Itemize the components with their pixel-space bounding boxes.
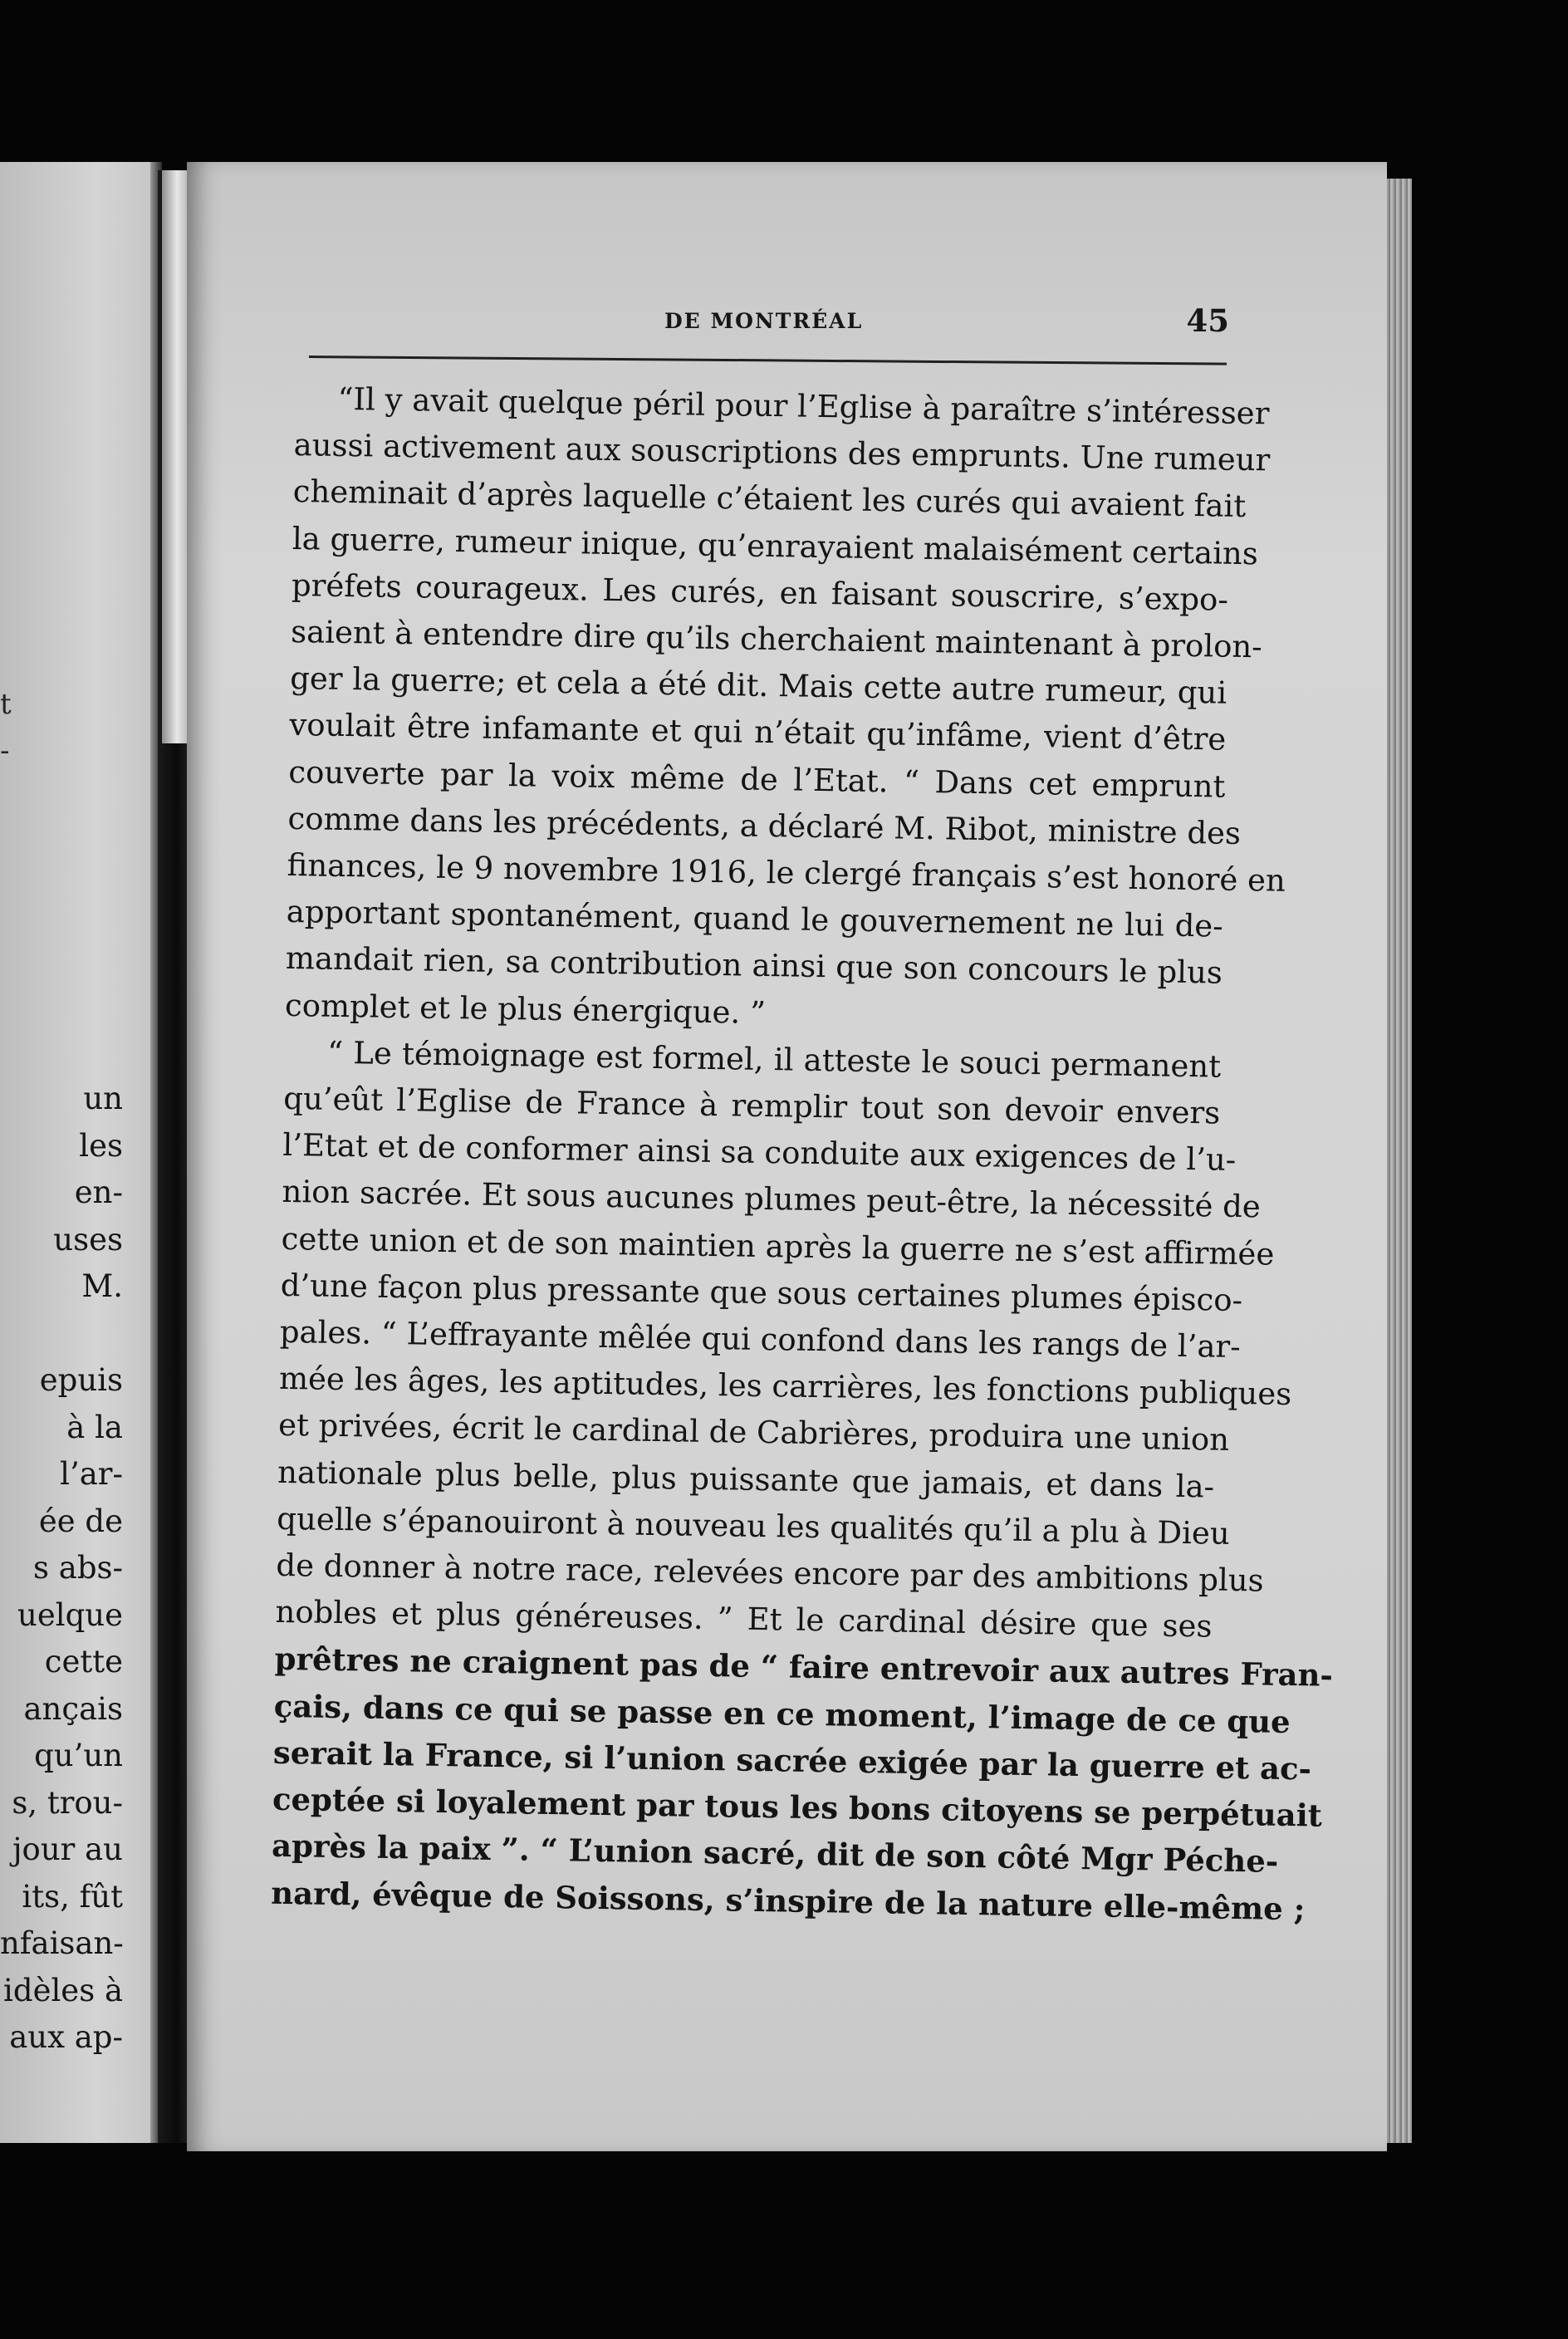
text-line: aussi activement aux souscriptions des emprunts. Une rumeur: [293, 427, 1271, 478]
text-line: pales. “ L’effrayante mêlée qui confond dans les rangs de l’ar-: [279, 1313, 1242, 1366]
text-line: quelle s’épanouiront à nouveau les qualités qu’il a plu à Dieu: [277, 1500, 1231, 1552]
text-line: qu’eût l’Eglise de France à remplir tout son devoir envers: [282, 1080, 1221, 1131]
left-fragment: idèles à: [3, 1972, 123, 2008]
text-line: mée les âges, les aptitudes, les carrières, les fonctions publiques: [278, 1361, 1292, 1413]
text-line: ceptée si loyalement par tous les bons citoyens se perpétuait: [272, 1780, 1323, 1834]
text-line: et privées, écrit le cardinal de Cabrières, produira une union: [277, 1407, 1230, 1459]
left-fragment: aux ap-: [9, 2019, 123, 2055]
previous-page-text: [0, 1076, 158, 2062]
text-line: d’une façon plus pressante que sous certaines plumes épisco-: [280, 1267, 1243, 1318]
spine-highlight: [162, 170, 187, 743]
left-fragment: ançais: [23, 1690, 123, 1727]
left-fragment: un: [83, 1081, 123, 1116]
left-fragment: jour au: [12, 1831, 123, 1867]
text-line: comme dans les précédents, a déclaré M. Ribot, ministre des: [287, 800, 1242, 851]
text-line: saient à entendre dire qu’ils cherchaient maintenant à prolon-: [290, 613, 1263, 665]
text-line: préfets courageux. Les curés, en faisant souscrire, s’expo-: [291, 566, 1229, 618]
left-fragment: s abs-: [33, 1550, 123, 1586]
page-number: 45: [1186, 302, 1229, 339]
text-line: ger la guerre; et cela a été dit. Mais cette autre rumeur, qui: [289, 660, 1227, 711]
text-line: après la paix ”. “ L’union sacré, dit de son côté Mgr Péche-: [271, 1827, 1279, 1881]
text-line: cheminait d’après laquelle c’étaient les curés qui avaient fait: [292, 473, 1247, 525]
text-line: “ Le témoignage est formel, il atteste le souci permanent: [326, 1034, 1222, 1085]
previous-page: [0, 162, 162, 2143]
left-fragment: s, trou-: [12, 1784, 123, 1821]
text-line: nobles et plus généreuses. ” Et le cardinal désire que ses: [275, 1594, 1213, 1645]
text-line: finances, le 9 novembre 1916, le clergé français s’est honoré en: [287, 846, 1286, 899]
text-line: “Il y avait quelque péril pour l’Eglise à paraître s’intéresser: [337, 380, 1270, 432]
text-line: voulait être infamante et qui n’était qu’infâme, vient d’être: [289, 707, 1227, 758]
text-line: la guerre, rumeur inique, qu’enrayaient malaisément certains: [292, 520, 1259, 571]
left-fragment: nfaisan-: [0, 1925, 124, 1961]
left-fragment: qu’un: [34, 1738, 123, 1773]
left-fragment: en-: [74, 1174, 123, 1210]
text-line: nard, évêque de Soissons, s’inspire de la nature elle-même ;: [270, 1874, 1306, 1927]
page-body: [270, 375, 1334, 1930]
left-fragment: uses: [53, 1221, 123, 1258]
text-line: couverte par la voix même de l’Etat. “ Dans cet emprunt: [288, 753, 1226, 805]
left-fragment: epuis: [39, 1362, 123, 1398]
left-fragment: l’ar-: [60, 1456, 123, 1492]
text-line: çais, dans ce qui se passe en ce moment, l’image de ce que: [273, 1687, 1291, 1740]
text-line: apportant spontanément, quand le gouvernement ne lui de-: [286, 894, 1224, 944]
text-line: de donner à notre race, relevées encore par des ambitions plus: [276, 1547, 1264, 1599]
running-title: DE MONTRÉAL: [664, 309, 864, 333]
left-mark: -: [0, 734, 10, 767]
previous-page-top-marks: [0, 681, 12, 774]
left-fragment: les: [79, 1127, 123, 1164]
left-fragment: M.: [81, 1268, 123, 1304]
left-mark: t: [0, 688, 12, 721]
left-fragment: its, fût: [22, 1878, 123, 1915]
text-line: complet et le plus énergique. ”: [284, 987, 767, 1031]
left-fragment: cette: [44, 1644, 123, 1679]
left-fragment: uelque: [17, 1596, 123, 1633]
text-line: cette union et de son maintien après la guerre ne s’est affirmée: [281, 1220, 1275, 1272]
text-line: serait la France, si l’union sacrée exigée par la guerre et ac-: [272, 1733, 1312, 1787]
text-line: l’Etat et de conformer ainsi sa conduite aux exigences de l’u-: [282, 1127, 1237, 1179]
text-line: prêtres ne craignent pas de “ faire entrevoir aux autres Fran-: [274, 1640, 1334, 1694]
text-line: mandait rien, sa contribution ainsi que son concours le plus: [285, 940, 1223, 992]
left-fragment: [0, 1311, 123, 1358]
left-fragment: ée de: [38, 1503, 123, 1539]
text-line: nationale plus belle, plus puissante que jamais, et dans la-: [277, 1454, 1215, 1505]
left-fragment: à la: [66, 1409, 123, 1445]
text-line: nion sacrée. Et sous aucunes plumes peut-être, la nécessité de: [282, 1174, 1262, 1225]
running-head: [307, 302, 1229, 351]
